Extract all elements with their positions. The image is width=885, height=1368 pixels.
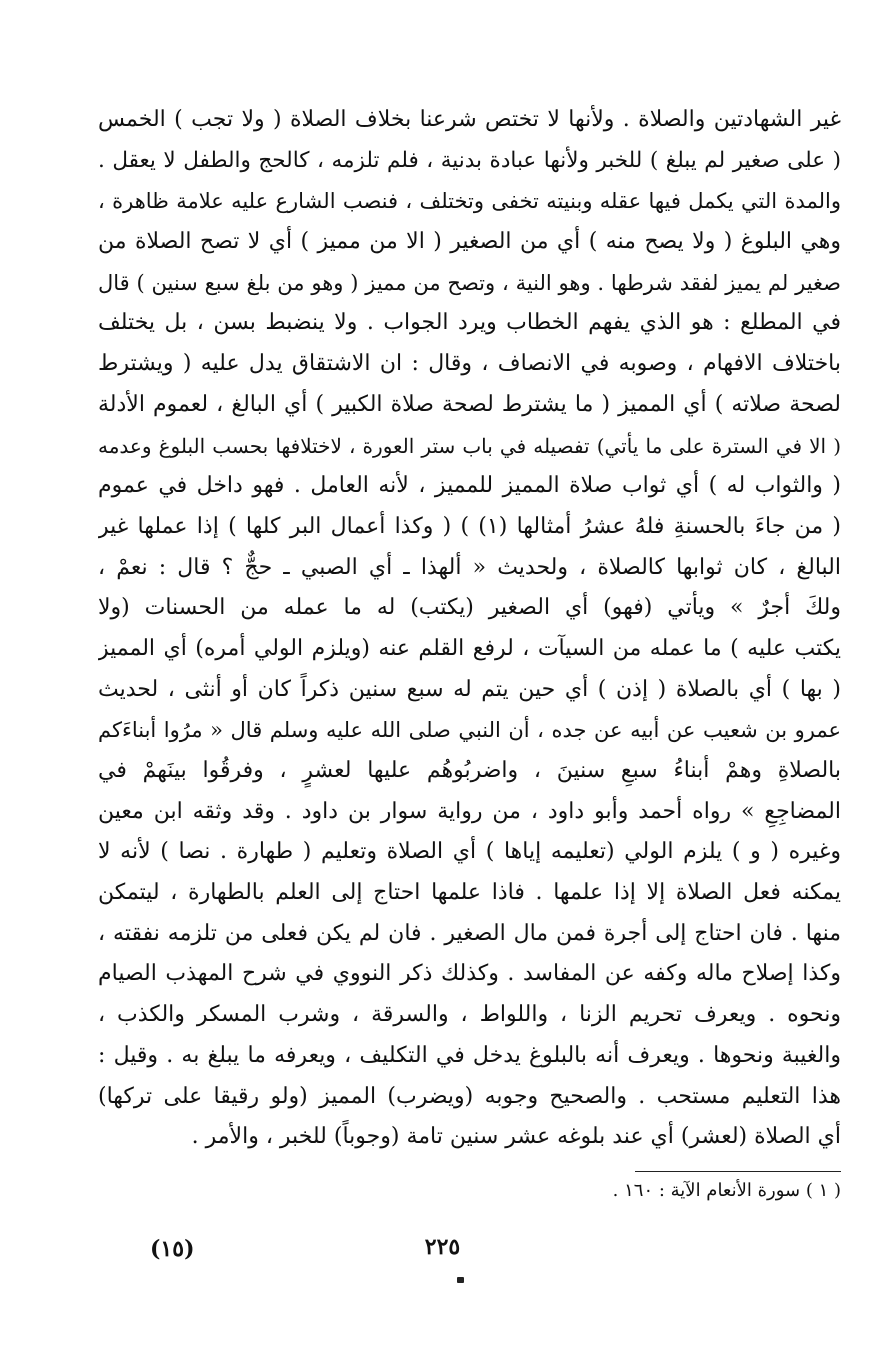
ink-dot [457, 1277, 464, 1283]
text-line: بالصلاةِ وهمْ أبناءُ سبعِ سنينَ ، واضربُوهُم عليها لعشرٍ ، وفرقُوا بينَهمْ في [98, 758, 841, 783]
text-line: ( والثواب له ) أي ثواب صلاة المميز للمميز ، لأنه العامل . فهو داخل في عموم [98, 473, 841, 499]
text-line: المضاجِعِ » رواه أحمد وأبو داود ، من رواية سوار بن داود . وقد وثقه ابن معين [98, 798, 841, 824]
text-line: يمكنه فعل الصلاة إلا إذا علمها . فاذا علمها احتاج إلى العلم بالطهارة ، ليتمكن [98, 880, 841, 906]
text-line: وهي البلوغ ( ولا يصح منه ) أي من الصغير ( الا من مميز ) أي لا تصح الصلاة من [98, 229, 841, 255]
main-text [98, 100, 841, 1158]
text-line: ( الا في السترة على ما يأتي) تفصيله في باب ستر العورة ، لاختلافها بحسب البلوغ وعدمه [98, 433, 841, 458]
text-line: صغير لم يميز لفقد شرطها . وهو النية ، وتصح من مميز ( وهو من بلغ سبع سنين ) قال [98, 270, 841, 295]
text-line: أي الصلاة (لعشر) أي عند بلوغه عشر سنين تامة (وجوباً) للخبر ، والأمر . [191, 1124, 841, 1150]
footnote-separator [635, 1171, 841, 1172]
text-line: غير الشهادتين والصلاة . ولأنها لا تختص شرعنا بخلاف الصلاة ( ولا تجب ) الخمس [98, 107, 841, 132]
text-line: وغيره ( و ) يلزم الولي (تعليمه إياها ) أي الصلاة وتعليم ( طهارة . نصا ) لأنه لا [98, 839, 841, 865]
text-line: والغيبة ونحوها . ويعرف أنه بالبلوغ يدخل في التكليف ، ويعرفه ما يبلغ به . وقيل : [98, 1042, 841, 1068]
text-line: يكتب عليه ) ما عمله من السيآت ، لرفع القلم عنه (ويلزم الولي أمره) أي المميز [98, 635, 841, 661]
text-line: في المطلع : هو الذي يفهم الخطاب ويرد الجواب . ولا ينضبط بسن ، بل يختلف [98, 310, 841, 336]
signature-mark: (١٥) [150, 1236, 195, 1262]
text-line: ( بها ) أي بالصلاة ( إذن ) أي حين يتم له سبع سنين ذكراً كان أو أنثى ، لحديث [98, 676, 841, 702]
text-line: باختلاف الافهام ، وصوبه في الانصاف ، وقال : ان الاشتقاق يدل عليه ( ويشترط [98, 351, 841, 377]
text-line: ( من جاءَ بالحسنةِ فلهُ عشرُ أمثالها (١) ) ( وكذا أعمال البر كلها ) إذا عملها غير [98, 513, 841, 539]
footnote: ( ١ ) سورة الأنعام الآية : ١٦٠ . [612, 1180, 841, 1201]
text-line: ( على صغير لم يبلغ ) للخبر ولأنها عبادة بدنية ، فلم تلزمه ، كالحج والطفل لا يعقل . [98, 147, 841, 173]
text-line: عمرو بن شعيب عن أبيه عن جده ، أن النبي صلى الله عليه وسلم قال « مرُوا أبناءَكم [98, 718, 841, 743]
text-line: منها . فان احتاج إلى أجرة فمن مال الصغير . فان لم يكن فعلى من تلزمه نفقته ، [98, 920, 841, 946]
text-line: هذا التعليم مستحب . والصحيح وجوبه (ويضرب) المميز (ولو رقيقا على تركها) [98, 1083, 841, 1109]
text-line: ونحوه . ويعرف تحريم الزنا ، واللواط ، والسرقة ، وشرب المسكر والكذب ، [98, 1002, 841, 1028]
text-line: البالغ ، كان ثوابها كالصلاة ، ولحديث « ألهذا ـ أي الصبي ـ حجٌّ ؟ قال : نعمْ ، [98, 554, 841, 580]
text-line: لصحة صلاته ) أي المميز ( ما يشترط لصحة صلاة الكبير ) أي البالغ ، لعموم الأدلة [98, 391, 841, 417]
text-line: وكذا إصلاح ماله وكفه عن المفاسد . وكذلك ذكر النووي في شرح المهذب الصيام [98, 961, 841, 987]
page-number: ٢٢٥ [424, 1234, 461, 1260]
text-line: ولكَ أجرٌ » ويأتي (فهو) أي الصغير (يكتب) له ما عمله من الحسنات (ولا [98, 595, 841, 621]
text-line: والمدة التي يكمل فيها عقله وبنيته تخفى وتختلف ، فنصب الشارع عليه علامة ظاهرة ، [98, 189, 841, 214]
